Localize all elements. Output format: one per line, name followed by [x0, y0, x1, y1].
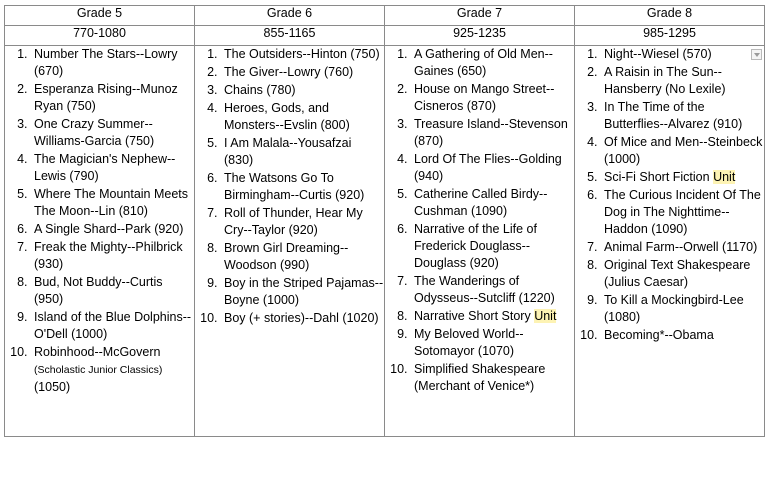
book-title-text: Boy (+ stories)--Dahl (1020) [224, 311, 379, 325]
book-title-text: Esperanza Rising--Munoz Ryan (750) [34, 82, 178, 113]
book-title-text: The Outsiders--Hinton (750) [224, 47, 380, 61]
book-title-text: One Crazy Summer--Williams-Garcia (750) [34, 117, 155, 148]
book-list-item [411, 151, 574, 185]
book-list-item [601, 134, 764, 168]
book-list-item [221, 310, 384, 327]
book-list-item [411, 308, 574, 325]
book-list-item [411, 81, 574, 115]
book-title-text: Narrative of the Life of Frederick Douglass--Douglass (920) [414, 222, 537, 270]
book-title-text: Narrative Short Story [414, 309, 535, 323]
book-list-item [221, 82, 384, 99]
book-title-text: I Am Malala--Yousafzai (830) [224, 136, 352, 167]
book-list-item [601, 99, 764, 133]
lexile-range-grade-8: 985-1295 [575, 26, 765, 46]
book-edition-note: (Scholastic Junior Classics) [34, 364, 163, 376]
book-list-item [411, 221, 574, 272]
book-list-item [31, 309, 194, 343]
book-list-item [31, 81, 194, 115]
lexile-range-grade-5: 770-1080 [5, 26, 195, 46]
column-header-grade-6: Grade 6 [195, 6, 385, 26]
book-list-item [601, 46, 764, 63]
book-list-item [221, 46, 384, 63]
book-list-item [221, 135, 384, 169]
lexile-range-grade-7: 925-1235 [385, 26, 575, 46]
booklist-cell-grade-8 [575, 46, 765, 437]
book-title-text: The Magician's Nephew--Lewis (790) [34, 152, 176, 183]
book-title-text: Robinhood--McGovern [34, 345, 161, 359]
book-list-item [411, 273, 574, 307]
lexile-range-grade-6: 855-1165 [195, 26, 385, 46]
book-title-text: A Gathering of Old Men--Gaines (650) [414, 47, 553, 78]
booklist-cell-grade-7 [385, 46, 575, 437]
book-list-item [411, 116, 574, 150]
book-title-text: The Wanderings of Odysseus--Sutcliff (1220) [414, 274, 555, 305]
book-title-text: The Curious Incident Of The Dog in The Nighttime--Haddon (1090) [604, 188, 761, 236]
book-title-text: Bud, Not Buddy--Curtis (950) [34, 275, 163, 306]
book-list-item [601, 257, 764, 291]
book-title-text: Island of the Blue Dolphins--O'Dell (1000) [34, 310, 192, 341]
book-list-item [31, 274, 194, 308]
highlighted-text: Unit [713, 170, 736, 184]
book-title-text: Sci-Fi Short Fiction [604, 170, 714, 184]
book-title-text: A Single Shard--Park (920) [34, 222, 184, 236]
book-title-text: Roll of Thunder, Hear My Cry--Taylor (920) [224, 206, 363, 237]
book-title-text: To Kill a Mockingbird-Lee (1080) [604, 293, 744, 324]
book-list-item [411, 186, 574, 220]
table-header-row [5, 6, 765, 26]
book-list-item [31, 151, 194, 185]
grade-reading-list-table [4, 5, 765, 437]
book-list-item [601, 292, 764, 326]
book-title-text: Lord Of The Flies--Golding (940) [414, 152, 562, 183]
book-list-item [221, 275, 384, 309]
book-title-text: Original Text Shakespeare (Julius Caesar) [604, 258, 751, 289]
table-booklist-row [5, 46, 765, 437]
book-list-item [31, 46, 194, 80]
book-title-text: Brown Girl Dreaming--Woodson (990) [224, 241, 349, 272]
scroll-up-icon[interactable] [751, 49, 762, 60]
book-title-text: Of Mice and Men--Steinbeck (1000) [604, 135, 763, 166]
book-title-text: House on Mango Street--Cisneros (870) [414, 82, 555, 113]
book-list-item [221, 170, 384, 204]
book-title-text: Treasure Island--Stevenson (870) [414, 117, 568, 148]
book-list-item [31, 221, 194, 238]
book-list-item [221, 100, 384, 134]
book-list-item [411, 361, 574, 395]
book-title-text: Where The Mountain Meets The Moon--Lin (810) [34, 187, 189, 218]
book-list-item [221, 240, 384, 274]
book-title-text: Catherine Called Birdy--Cushman (1090) [414, 187, 548, 218]
book-list-item [411, 326, 574, 360]
book-title-text: My Beloved World--Sotomayor (1070) [414, 327, 524, 358]
book-list-item [221, 64, 384, 81]
book-title-text: A Raisin in The Sun--Hansberry (No Lexile) [604, 65, 726, 96]
column-header-grade-8: Grade 8 [575, 6, 765, 26]
book-list-item [601, 169, 764, 186]
book-list-item [601, 64, 764, 98]
book-list-item [411, 46, 574, 80]
booklist-grade-8 [575, 46, 764, 344]
booklist-grade-6 [195, 46, 384, 327]
book-title-text: The Watsons Go To Birmingham--Curtis (920) [224, 171, 365, 202]
book-title-text: Chains (780) [224, 83, 296, 97]
book-list-item [31, 344, 194, 396]
booklist-cell-grade-5 [5, 46, 195, 437]
column-header-grade-7: Grade 7 [385, 6, 575, 26]
book-title-text: Becoming*--Obama [604, 328, 714, 342]
book-list-item [601, 327, 764, 344]
book-list-item [31, 239, 194, 273]
book-title-text: Freak the Mighty--Philbrick (930) [34, 240, 183, 271]
booklist-grade-5 [5, 46, 194, 396]
table-lexile-row [5, 26, 765, 46]
book-list-item [221, 205, 384, 239]
book-list-item [601, 239, 764, 256]
book-list-item [31, 116, 194, 150]
book-title-text: Animal Farm--Orwell (1170) [604, 240, 758, 254]
book-title-text: In The Time of the Butterflies--Alvarez (910) [604, 100, 743, 131]
book-lexile-text: (1050) [34, 380, 71, 394]
column-header-grade-5: Grade 5 [5, 6, 195, 26]
book-title-text: Heroes, Gods, and Monsters--Evslin (800) [224, 101, 350, 132]
book-title-text: Simplified Shakespeare (Merchant of Venice*) [414, 362, 546, 393]
booklist-cell-grade-6 [195, 46, 385, 437]
book-title-text: The Giver--Lowry (760) [224, 65, 354, 79]
book-list-item [601, 187, 764, 238]
book-list-item [31, 186, 194, 220]
book-title-text: Number The Stars--Lowry (670) [34, 47, 178, 78]
book-title-text: Night--Wiesel (570) [604, 47, 712, 61]
booklist-grade-7 [385, 46, 574, 395]
book-title-text: Boy in the Striped Pajamas--Boyne (1000) [224, 276, 384, 307]
highlighted-text: Unit [534, 309, 557, 323]
